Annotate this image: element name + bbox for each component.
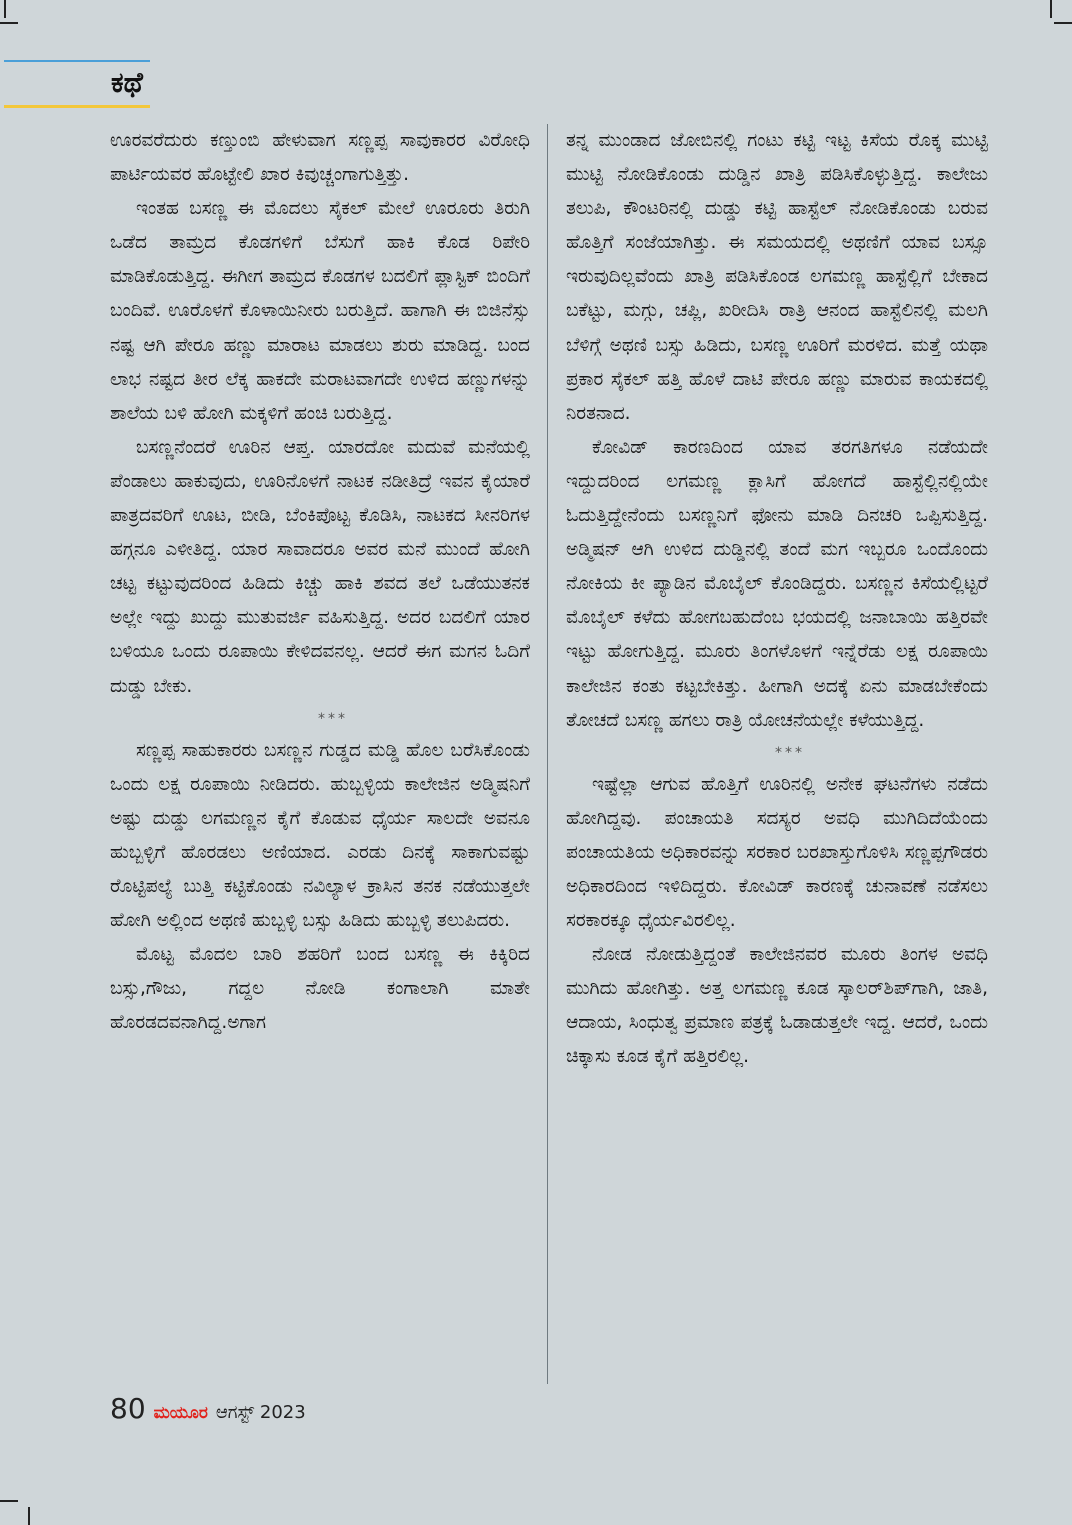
- crop-mark: [1054, 22, 1072, 24]
- crop-mark: [4, 0, 6, 18]
- paragraph: ಸಣ್ಣಪ್ಪ ಸಾಹುಕಾರರು ಬಸಣ್ಣನ ಗುಡ್ಡದ ಮಡ್ಡಿ ಹೊಲ ಬರೆಸಿಕೊಂಡು ಒಂದು ಲಕ್ಷ ರೂಪಾಯಿ ನೀಡಿದರು. ಹುಬ್ಬಳ್ಳಿಯ ಕಾಲೇಜಿನ ಅಡ್ಮಿಷನಿಗೆ ಅಷ್ಟು ದುಡ್ಡು ಲಗಮಣ್ಣನ ಕೈಗೆ ಕೊಡುವ ಧೈರ್ಯ ಸಾಲದೇ ಅವನೂ ಹುಬ್ಬಳ್ಳಿಗೆ ಹೊರಡಲು ಅಣಿಯಾದ. ಎರಡು ದಿನಕ್ಕೆ ಸಾಕಾಗುವಷ್ಟು ರೊಟ್ಟಿಪಲ್ಯೆ ಬುತ್ತಿ ಕಟ್ಟಿಕೊಂಡು ನವಿಲ್ಯಾಳ ಕ್ರಾಸಿನ ತನಕ ನಡೆಯುತ್ತಲೇ ಹೋಗಿ ಅಲ್ಲಿಂದ ಅಥಣಿ ಹುಬ್ಬಳ್ಳಿ ಬಸ್ಸು ಹಿಡಿದು ಹುಬ್ಬಳ್ಳಿ ತಲುಪಿದರು.: [110, 739, 530, 932]
- paragraph: ಇಷ್ಟೆಲ್ಲಾ ಆಗುವ ಹೊತ್ತಿಗೆ ಊರಿನಲ್ಲಿ ಅನೇಕ ಘಟನೆಗಳು ನಡೆದು ಹೋಗಿದ್ದವು. ಪಂಚಾಯತಿ ಸದಸ್ಯರ ಅವಧಿ ಮುಗಿದಿದೆಯೆಂದು ಪಂಚಾಯತಿಯ ಅಧಿಕಾರವನ್ನು ಸರಕಾರ ಬರಖಾಸ್ತುಗೊಳಿಸಿ ಸಣ್ಣಪ್ಪಗೌಡರು ಅಧಿಕಾರದಿಂದ ಇಳಿದಿದ್ದರು. ಕೋವಿಡ್ ಕಾರಣಕ್ಕೆ ಚುನಾವಣೆ ನಡೆಸಲು ಸರಕಾರಕ್ಕೂ ಧೈರ್ಯವಿರಲಿಲ್ಲ.: [566, 773, 988, 932]
- paragraph: ಮೊಟ್ಟ ಮೊದಲ ಬಾರಿ ಶಹರಿಗೆ ಬಂದ ಬಸಣ್ಣ ಈ ಕಿಕ್ಕಿರಿದ ಬಸ್ಸು,ಗೌಜು, ಗದ್ದಲ ನೋಡಿ ಕಂಗಾಲಾಗಿ ಮಾತೇ ಹೊರಡದವನಾಗಿದ್ದ.ಅಗಾಗ: [110, 944, 530, 1034]
- paragraph: ಕೋವಿಡ್ ಕಾರಣದಿಂದ ಯಾವ ತರಗತಿಗಳೂ ನಡೆಯದೇ ಇದ್ದುದರಿಂದ ಲಗಮಣ್ಣ ಕ್ಲಾಸಿಗೆ ಹೋಗದೆ ಹಾಸ್ಟೆಲ್ಲಿನಲ್ಲಿಯೇ ಓದುತ್ತಿದ್ದೇನೆಂದು ಬಸಣ್ಣನಿಗೆ ಫೋನು ಮಾಡಿ ದಿನಚರಿ ಒಪ್ಪಿಸುತ್ತಿದ್ದ. ಅಡ್ಮಿಷನ್ ಆಗಿ ಉಳಿದ ದುಡ್ಡಿನಲ್ಲಿ ತಂದೆ ಮಗ ಇಬ್ಬರೂ ಒಂದೊಂದು ನೋಕಿಯ ಕೀ ಪ್ಯಾಡಿನ ಮೊಬೈಲ್ ಕೊಂಡಿದ್ದರು. ಬಸಣ್ಣನ ಕಿಸೆಯಲ್ಲಿಟ್ಟರೆ ಮೊಬೈಲ್ ಕಳೆದು ಹೋಗಬಹುದೆಂಬ ಭಯದಲ್ಲಿ ಜನಾಬಾಯಿ ಹತ್ತಿರವೇ ಇಟ್ಟು ಹೋಗುತ್ತಿದ್ದ. ಮೂರು ತಿಂಗಳೊಳಗೆ ಇನ್ನೆರೆಡು ಲಕ್ಷ ರೂಪಾಯಿ ಕಾಲೇಜಿನ ಕಂತು ಕಟ್ಟಬೇಕಿತ್ತು. ಹೀಗಾಗಿ ಅದಕ್ಕೆ ಏನು ಮಾಡಬೇಕೆಂದು ತೋಚದೆ ಬಸಣ್ಣ ಹಗಲು ರಾತ್ರಿ ಯೋಚನೆಯಲ್ಲೇ ಕಳೆಯುತ್ತಿದ್ದ.: [566, 436, 988, 731]
- section-break: ***: [318, 710, 348, 727]
- page-number: 80: [110, 1392, 146, 1425]
- section-break: ***: [775, 744, 805, 761]
- left-column: [110, 124, 530, 1040]
- paragraph: ತನ್ನ ಮುಂಡಾದ ಜೋಬಿನಲ್ಲಿ ಗಂಟು ಕಟ್ಟಿ ಇಟ್ಟ ಕಿಸೆಯ ರೊಕ್ಕ ಮುಟ್ಟಿ ಮುಟ್ಟಿ ನೋಡಿಕೊಂಡು ದುಡ್ಡಿನ ಖಾತ್ರಿ ಪಡಿಸಿಕೊಳ್ಳುತ್ತಿದ್ದ. ಕಾಲೇಜು ತಲುಪಿ, ಕೌಂಟರಿನಲ್ಲಿ ದುಡ್ಡು ಕಟ್ಟಿ ಹಾಸ್ಟೆಲ್ ನೋಡಿಕೊಂಡು ಬರುವ ಹೊತ್ತಿಗೆ ಸಂಜೆಯಾಗಿತ್ತು. ಈ ಸಮಯದಲ್ಲಿ ಅಥಣಿಗೆ ಯಾವ ಬಸ್ಸೂ ಇರುವುದಿಲ್ಲವೆಂದು ಖಾತ್ರಿ ಪಡಿಸಿಕೊಂಡ ಲಗಮಣ್ಣ ಹಾಸ್ಟೆಲ್ಲಿಗೆ ಬೇಕಾದ ಬಕೆಟ್ಟು, ಮಗ್ಗು, ಚಪ್ಲಿ, ಖರೀದಿಸಿ ರಾತ್ರಿ ಆನಂದ ಹಾಸ್ಟೆಲಿನಲ್ಲಿ ಮಲಗಿ ಬೆಳಿಗ್ಗೆ ಅಥಣಿ ಬಸ್ಸು ಹಿಡಿದು, ಬಸಣ್ಣ ಊರಿಗೆ ಮರಳಿದ. ಮತ್ತೆ ಯಥಾ ಪ್ರಕಾರ ಸೈಕಲ್ ಹತ್ತಿ ಹೊಳೆ ದಾಟಿ ಪೇರೂ ಹಣ್ಣು ಮಾರುವ ಕಾಯಕದಲ್ಲಿ ನಿರತನಾದ.: [566, 130, 988, 424]
- crop-mark: [0, 1500, 18, 1502]
- crop-mark: [28, 1507, 30, 1525]
- page-footer: [110, 1392, 306, 1432]
- paragraph: ಇಂತಹ ಬಸಣ್ಣ ಈ ಮೊದಲು ಸೈಕಲ್ ಮೇಲೆ ಊರೂರು ತಿರುಗಿ ಒಡೆದ ತಾಮ್ರದ ಕೊಡಗಳಿಗೆ ಬೆಸುಗೆ ಹಾಕಿ ಕೊಡ ರಿಪೇರಿ ಮಾಡಿಕೊಡುತ್ತಿದ್ದ. ಈಗೀಗ ತಾಮ್ರದ ಕೊಡಗಳ ಬದಲಿಗೆ ಪ್ಲಾಸ್ಟಿಕ್ ಬಿಂದಿಗೆ ಬಂದಿವೆ. ಊರೊಳಗೆ ಕೊಳಾಯಿನೀರು ಬರುತ್ತಿದೆ. ಹಾಗಾಗಿ ಈ ಬಿಜಿನೆಸ್ಸು ನಷ್ಟ ಆಗಿ ಪೇರೂ ಹಣ್ಣು ಮಾರಾಟ ಮಾಡಲು ಶುರು ಮಾಡಿದ್ದ. ಬಂದ ಲಾಭ ನಷ್ಟದ ತೀರ ಲೆಕ್ಕ ಹಾಕದೇ ಮರಾಟವಾಗದೇ ಉಳಿದ ಹಣ್ಣುಗಳನ್ನು ಶಾಲೆಯ ಬಳಿ ಹೋಗಿ ಮಕ್ಕಳಿಗೆ ಹಂಚಿ ಬರುತ್ತಿದ್ದ.: [110, 198, 530, 424]
- crop-mark: [0, 22, 18, 24]
- issue-date: ಆಗಸ್ಟ್ 2023: [215, 1402, 306, 1423]
- paragraph: ಊರವರೆದುರು ಕಣ್ತುಂಬಿ ಹೇಳುವಾಗ ಸಣ್ಣಪ್ಪ ಸಾವುಕಾರರ ವಿರೋಧಿ ಪಾರ್ಟಿಯವರ ಹೊಟ್ಟೇಲಿ ಖಾರ ಕಿವುಚ್ಚಂಗಾಗುತ್ತಿತ್ತು.: [110, 130, 530, 186]
- magazine-logo: ಮಯೂರ: [153, 1403, 208, 1423]
- paragraph: ನೋಡ ನೋಡುತ್ತಿದ್ದಂತೆ ಕಾಲೇಜಿನವರ ಮೂರು ತಿಂಗಳ ಅವಧಿ ಮುಗಿದು ಹೋಗಿತ್ತು. ಅತ್ತ ಲಗಮಣ್ಣ ಕೂಡ ಸ್ಕಾಲರ್‌ಶಿಪ್‌ಗಾಗಿ, ಜಾತಿ, ಆದಾಯ, ಸಿಂಧುತ್ವ ಪ್ರಮಾಣ ಪತ್ರಕ್ಕೆ ಓಡಾಡುತ್ತಲೇ ಇದ್ದ. ಆದರೆ, ಒಂದು ಚಿಕ್ಕಾಸು ಕೂಡ ಕೈಗೆ ಹತ್ತಿರಲಿಲ್ಲ.: [566, 944, 988, 1068]
- header-rule-yellow: [4, 105, 150, 108]
- right-column: [566, 124, 988, 1075]
- paragraph: ಬಸಣ್ಣನೆಂದರೆ ಊರಿನ ಆಪ್ತ. ಯಾರದೋ ಮದುವೆ ಮನೆಯಲ್ಲಿ ಪೆಂಡಾಲು ಹಾಕುವುದು, ಊರಿನೊಳಗೆ ನಾಟಕ ನಡೀತಿದ್ರೆ ಇವನ ಕೈಯಾರೆ ಪಾತ್ರದವರಿಗೆ ಊಟ, ಬೀಡಿ, ಬೆಂಕಿಪೊಟ್ಟ ಕೊಡಿಸಿ, ನಾಟಕದ ಸೀನರಿಗಳ ಹಗ್ಗನೂ ಎಳೀತಿದ್ದ. ಯಾರ ಸಾವಾದರೂ ಅವರ ಮನೆ ಮುಂದೆ ಹೋಗಿ ಚಟ್ಟ ಕಟ್ಟುವುದರಿಂದ ಹಿಡಿದು ಕಿಚ್ಚು ಹಾಕಿ ಶವದ ತಲೆ ಒಡೆಯುತನಕ ಅಲ್ಲೇ ಇದ್ದು ಖುದ್ದು ಮುತುವರ್ಜಿ ವಹಿಸುತ್ತಿದ್ದ. ಅದರ ಬದಲಿಗೆ ಯಾರ ಬಳಿಯೂ ಒಂದು ರೂಪಾಯಿ ಕೇಳಿದವನಲ್ಲ. ಆದರೆ ಈಗ ಮಗನ ಓದಿಗೆ ದುಡ್ಡು ಬೇಕು.: [110, 436, 530, 697]
- header-rule-blue: [4, 60, 150, 62]
- section-title: ಕಥೆ: [111, 66, 143, 99]
- crop-mark: [1050, 0, 1052, 18]
- column-divider: [547, 124, 548, 1384]
